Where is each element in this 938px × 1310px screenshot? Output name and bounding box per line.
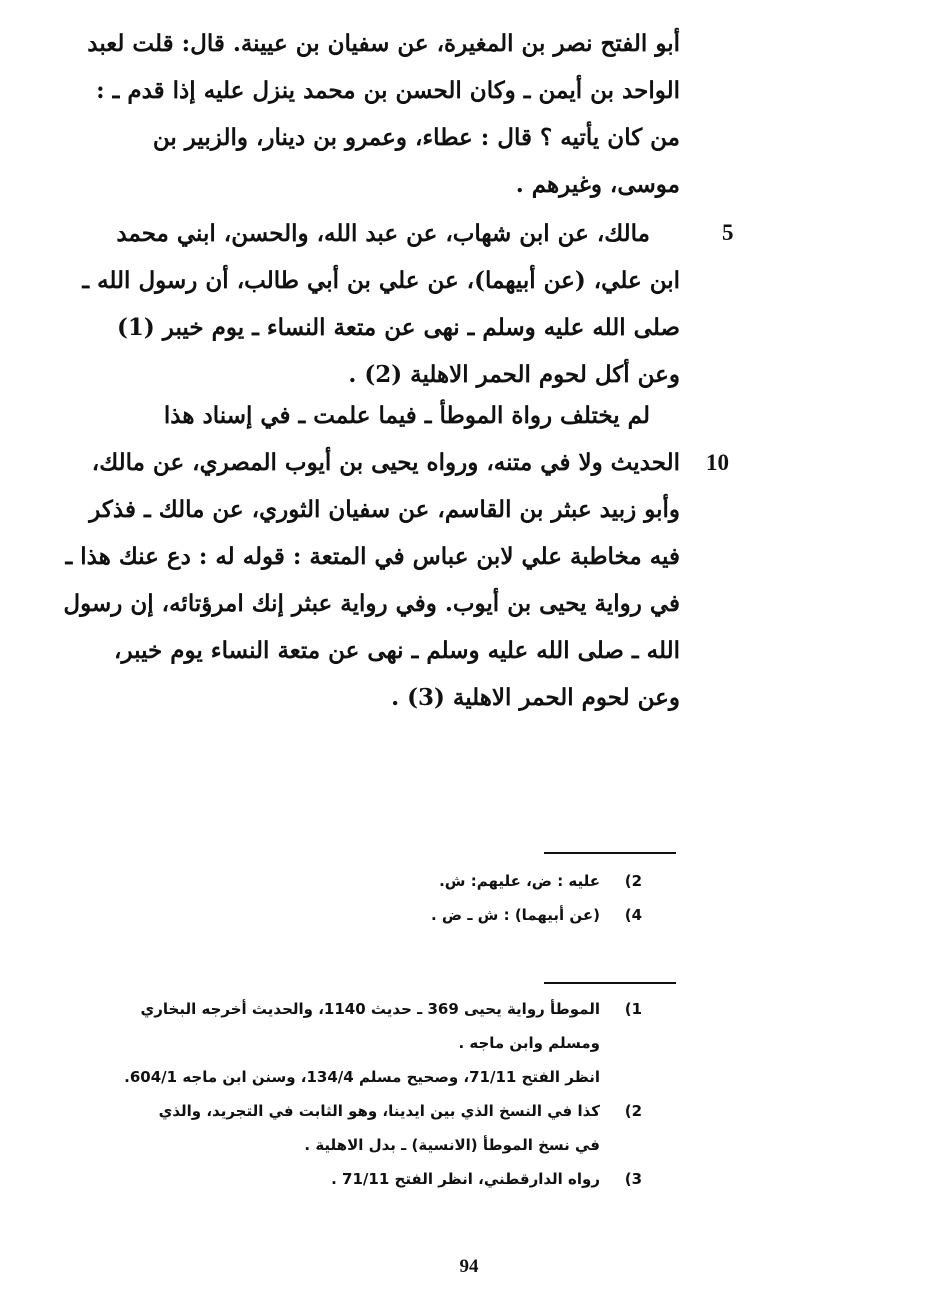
footnote	[30, 1060, 642, 1094]
footnote	[30, 1094, 642, 1162]
text-line: ابن علي، (عن أبيهما)، عن علي بن أبي طالب، أن رسول الله ـ	[82, 267, 680, 294]
text-line: مالك، عن ابن شهاب، عن عبد الله، والحسن، ابني محمد	[116, 220, 650, 247]
footnote-text: رواه الدارقطني، انظر الفتح 71/11 .	[331, 1170, 600, 1188]
variant-number: 2)	[624, 872, 642, 890]
page-number: 94	[459, 1256, 479, 1277]
footnote-text: الموطأ رواية يحيى 369 ـ حديث 1140، والحديث أخرجه البخاري	[140, 1000, 600, 1018]
text-line: في رواية يحيى بن أيوب. وفي رواية عبثر إنك امرؤتائه، إن رسول	[63, 590, 680, 617]
footnote-text: انظر الفتح 71/11، وصحيح مسلم 134/4، وسنن ابن ماجه 604/1.	[124, 1068, 600, 1086]
footnote-text: في نسخ الموطأ (الانسية) ـ بدل الاهلية .	[304, 1136, 600, 1154]
footnote-separator-rule	[544, 982, 676, 984]
text-line: الله ـ صلى الله عليه وسلم ـ نهى عن متعة النساء يوم خيبر،	[114, 637, 680, 664]
footnote-text: كذا في النسخ الذي بين ايدينا، وهو الثابت في التجريد، والذي	[158, 1102, 600, 1120]
variants-apparatus	[250, 864, 642, 932]
footnote-number: 1)	[624, 1000, 642, 1018]
text-line: وأبو زبيد عبثر بن القاسم، عن سفيان الثوري، عن مالك ـ فذكر	[89, 496, 680, 523]
text-line: من كان يأتيه ؟ قال : عطاء، وعمرو بن دينار، والزبير بن	[152, 124, 680, 151]
paragraph-3	[44, 392, 680, 721]
footnote-number: 2)	[624, 1102, 642, 1120]
text-line: الحديث ولا في متنه، ورواه يحيى بن أيوب المصري، عن مالك،	[91, 449, 680, 476]
footnote	[30, 1162, 642, 1196]
text-line: موسى، وغيرهم .	[515, 171, 680, 198]
text-line: فيه مخاطبة علي لابن عباس في المتعة : قوله له : دع عنك هذا ـ	[65, 543, 680, 570]
footnote-text: ومسلم وابن ماجه .	[458, 1034, 600, 1052]
text-line: وعن لحوم الحمر الاهلية (3) .	[391, 684, 680, 711]
commentary-notes	[30, 992, 642, 1196]
footnote	[30, 992, 642, 1060]
footnote-number: 3)	[624, 1170, 642, 1188]
variant-note	[250, 864, 642, 898]
text-line: صلى الله عليه وسلم ـ نهى عن متعة النساء ـ يوم خيبر (1)	[116, 314, 680, 341]
line-number-5: 5	[722, 220, 734, 245]
footnote-separator-rule	[544, 852, 676, 854]
variant-note	[250, 898, 642, 932]
paragraph-1	[44, 20, 680, 208]
text-line: الواحد بن أيمن ـ وكان الحسن بن محمد ينزل عليه إذا قدم ـ :	[96, 77, 680, 104]
line-number-10: 10	[706, 450, 729, 475]
variant-text: (عن أبيهما) : ش ـ ض .	[431, 906, 600, 924]
paragraph-2	[44, 210, 680, 398]
text-line: لم يختلف رواة الموطأ ـ فيما علمت ـ في إسناد هذا	[163, 402, 650, 429]
text-line: وعن أكل لحوم الحمر الاهلية (2) .	[348, 361, 680, 388]
variant-text: عليه : ض، عليهم: ش.	[439, 872, 600, 890]
text-line: أبو الفتح نصر بن المغيرة، عن سفيان بن عيينة. قال: قلت لعبد	[87, 30, 680, 57]
variant-number: 4)	[624, 906, 642, 924]
